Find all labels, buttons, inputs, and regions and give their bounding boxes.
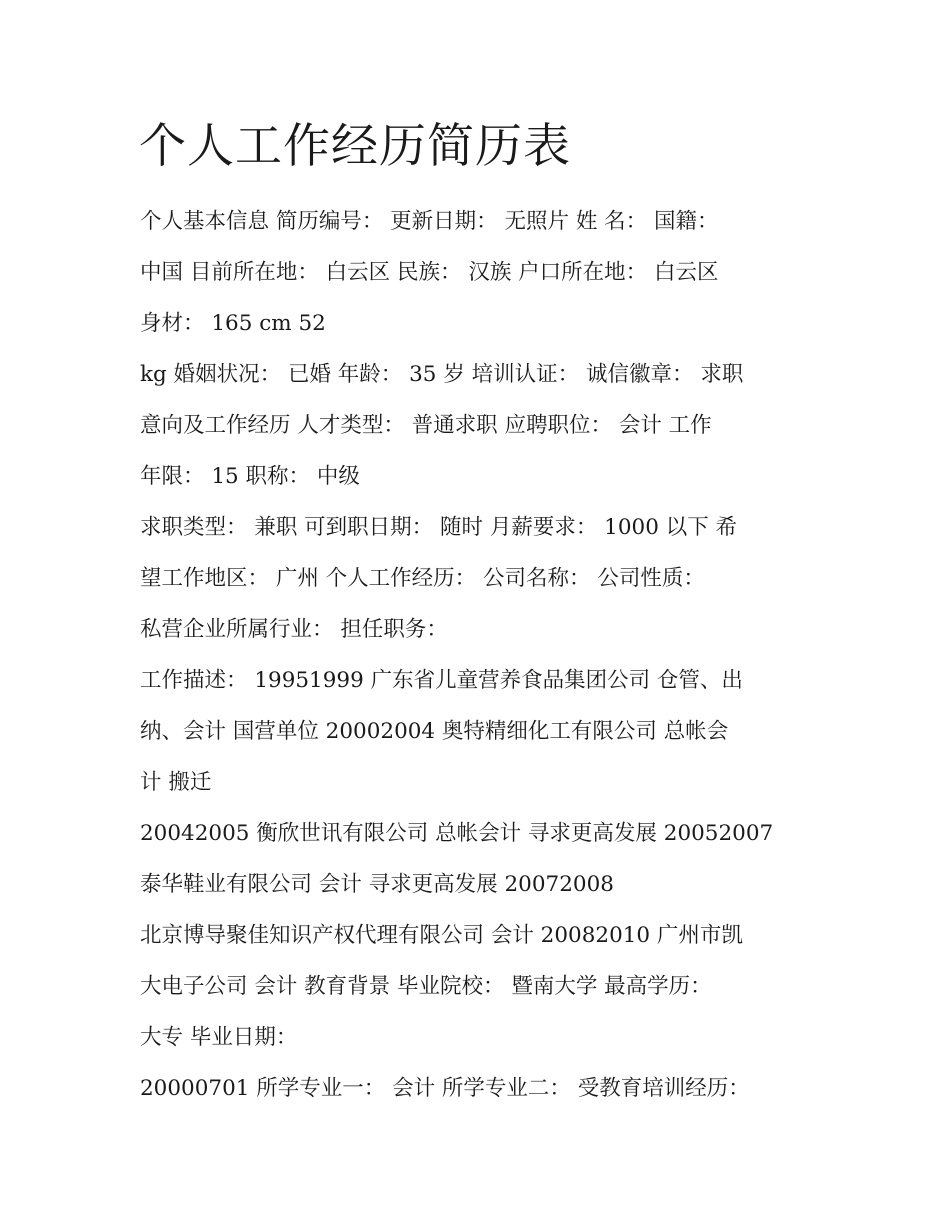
text-line: 中国 目前所在地： 白云区 民族： 汉族 户口所在地： 白云区 <box>140 260 719 285</box>
text-line: 纳、会计 国营单位 20002004 奥特精细化工有限公司 总帐会 <box>140 719 729 744</box>
text-line: 大电子公司 会计 教育背景 毕业院校： 暨南大学 最高学历： <box>140 974 712 999</box>
text-line: 望工作地区： 广州 个人工作经历： 公司名称： 公司性质： <box>140 566 705 591</box>
document-body <box>140 196 820 1114</box>
text-line: 身材： 165 cm 52 <box>140 311 326 336</box>
document-title: 个人工作经历简历表 <box>139 119 571 174</box>
text-line: kg 婚姻状况： 已婚 年龄： 35 岁 培训认证： 诚信徽章： 求职 <box>140 362 744 387</box>
text-line: 个人基本信息 简历编号： 更新日期： 无照片 姓 名： 国籍： <box>140 209 719 234</box>
text-line: 计 搬迁 <box>140 770 212 795</box>
text-line: 北京博导聚佳知识产权代理有限公司 会计 20082010 广州市凯 <box>140 923 743 948</box>
text-line: 泰华鞋业有限公司 会计 寻求更高发展 20072008 <box>140 872 614 897</box>
text-line: 20042005 衡欣世讯有限公司 总帐会计 寻求更高发展 20052007 <box>140 821 774 846</box>
text-line: 大专 毕业日期： <box>140 1025 298 1050</box>
text-line: 私营企业所属行业： 担任职务： <box>140 617 448 642</box>
text-line: 20000701 所学专业一： 会计 所学专业二： 受教育培训经历： <box>140 1076 750 1101</box>
text-line: 年限： 15 职称： 中级 <box>140 464 360 489</box>
text-line: 工作描述： 19951999 广东省儿童营养食品集团公司 仓管、出 <box>140 668 743 693</box>
text-line: 求职类型： 兼职 可到职日期： 随时 月薪要求： 1000 以下 希 <box>140 515 738 540</box>
text-line: 意向及工作经历 人才类型： 普通求职 应聘职位： 会计 工作 <box>140 413 712 438</box>
